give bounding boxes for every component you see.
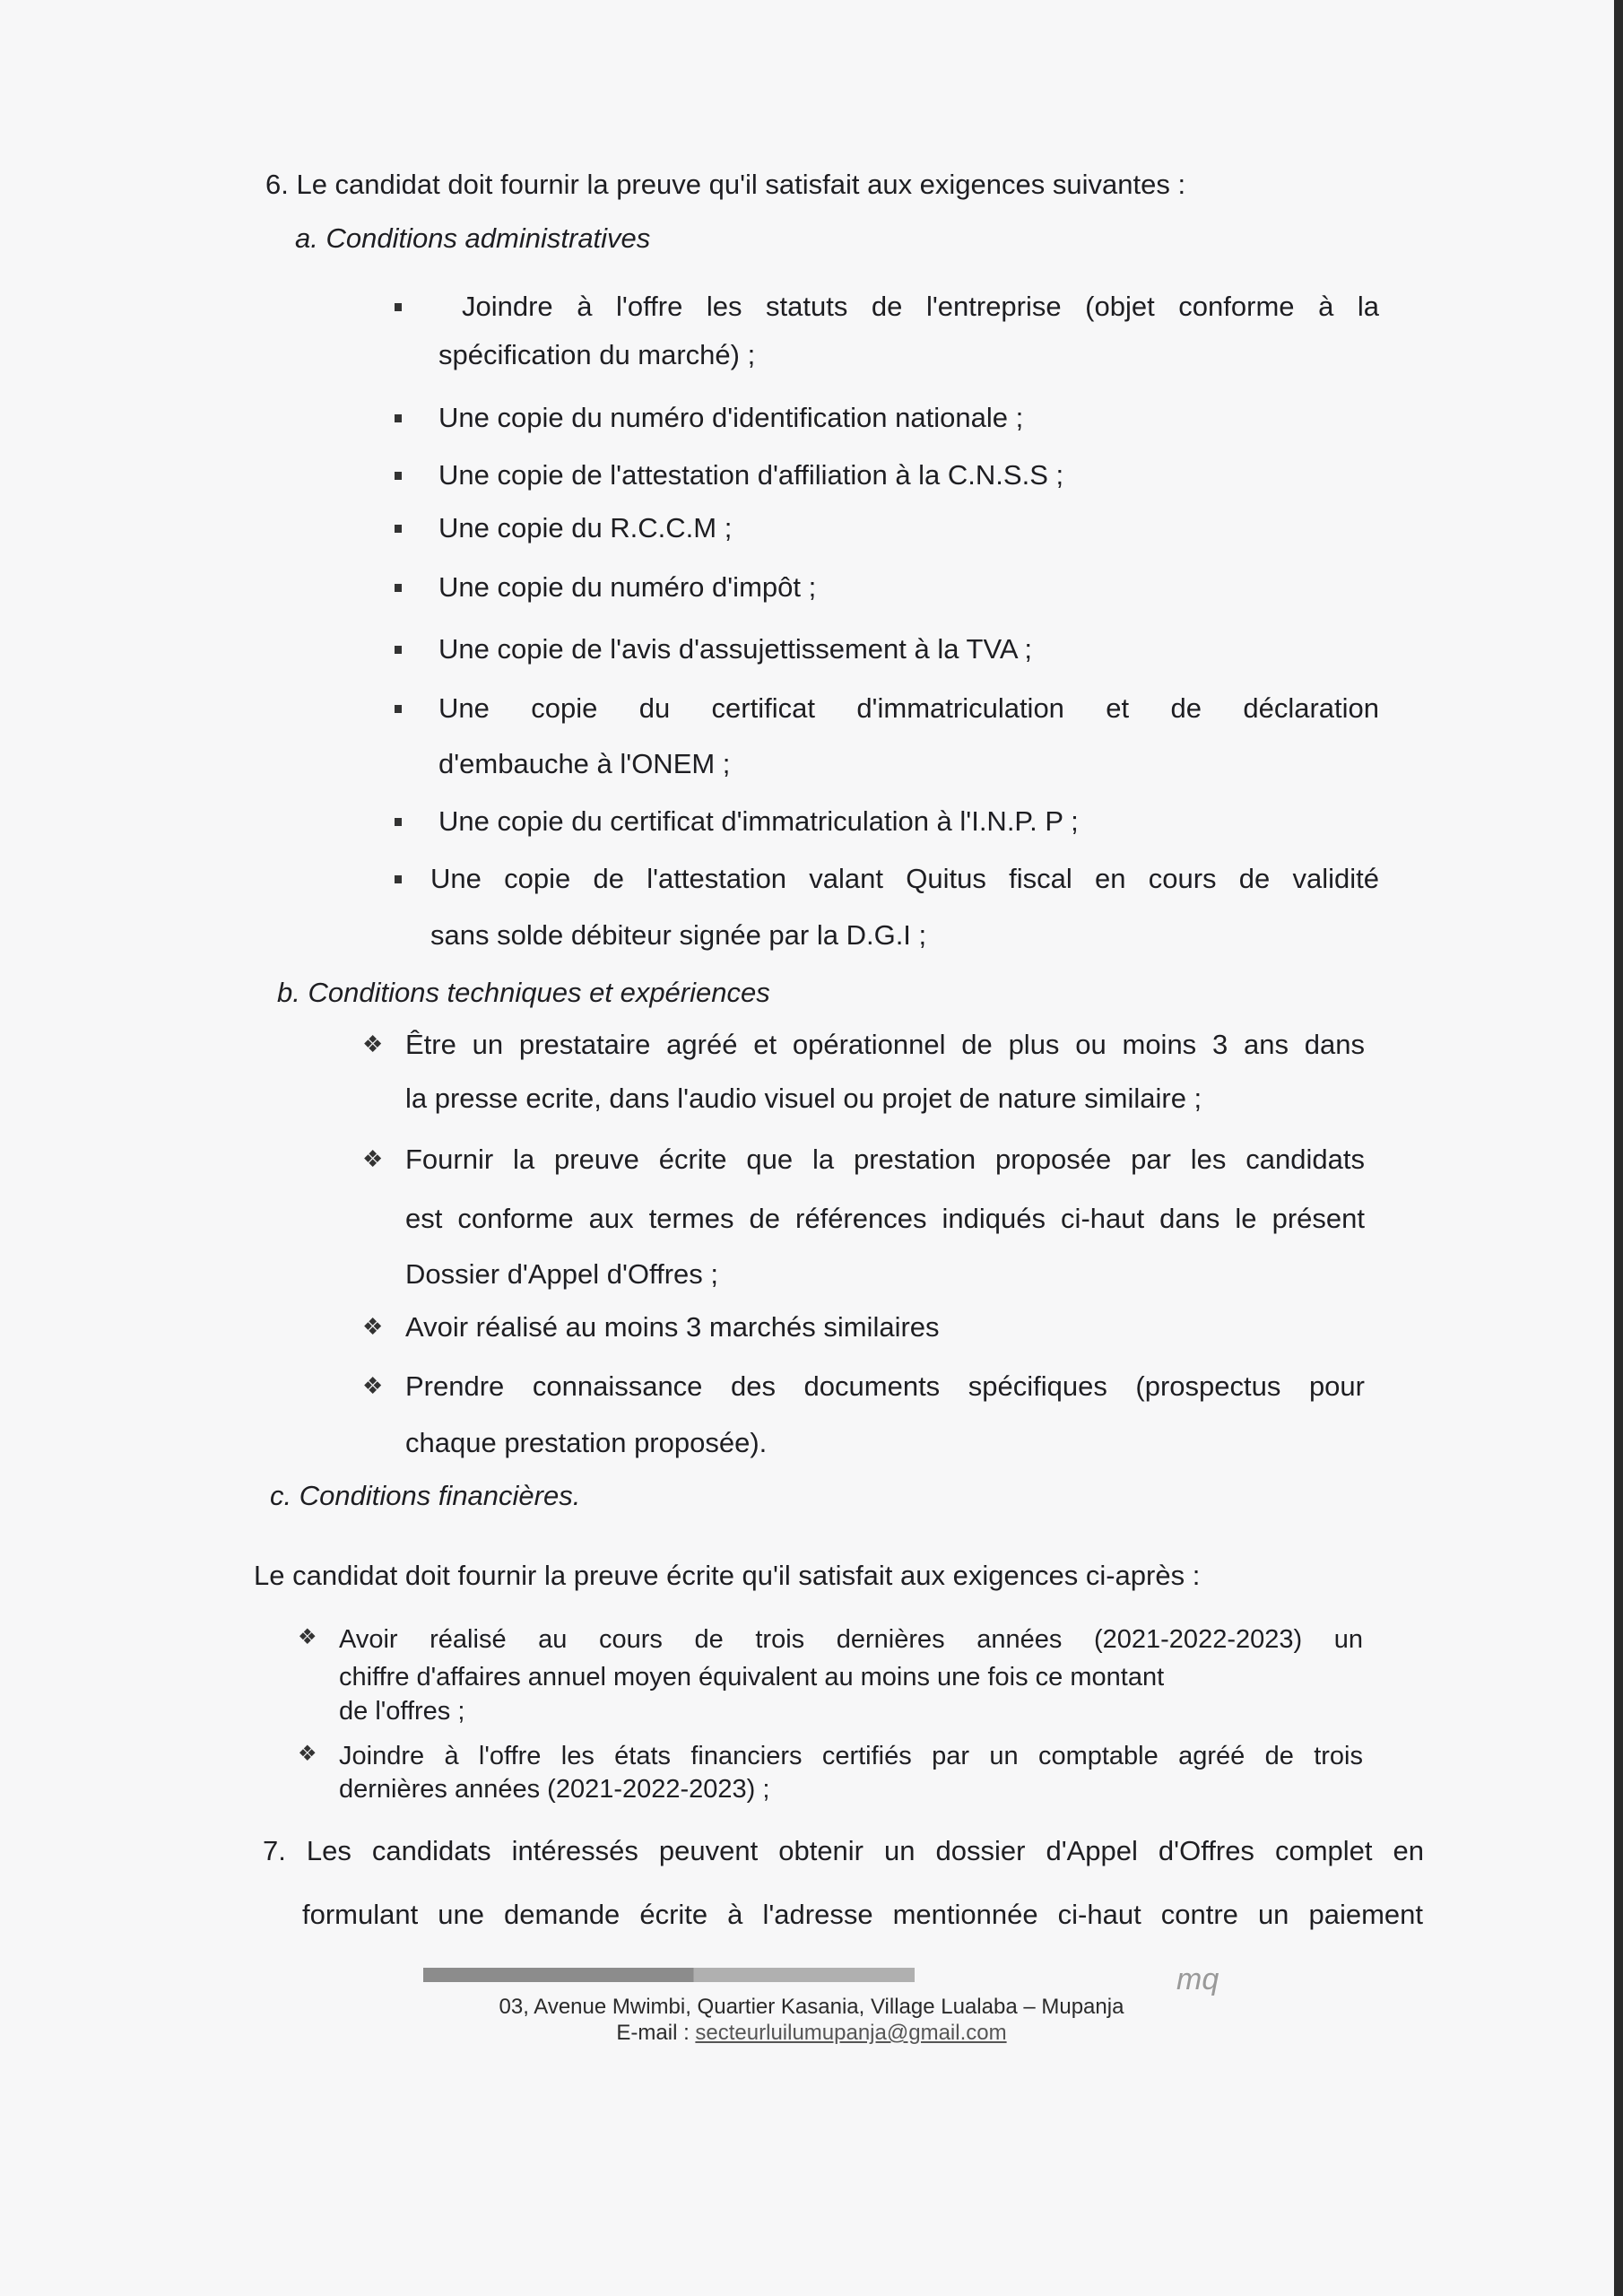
list-item-line: Prendre connaissance des documents spécifiques (prospectus pour bbox=[405, 1370, 1365, 1402]
square-bullet-icon bbox=[395, 303, 402, 311]
list-item-line: Une copie de l'attestation d'affiliation à la C.N.S.S ; bbox=[438, 459, 1064, 491]
section-a-title: a. Conditions administratives bbox=[295, 222, 651, 254]
list-item-line: Une copie de l'attestation valant Quitus fiscal en cours de validité bbox=[430, 863, 1379, 894]
section-c-intro: Le candidat doit fournir la preuve écrite qu'il satisfait aux exigences ci-après : bbox=[254, 1560, 1201, 1591]
footer-email-label: E-mail : bbox=[616, 2021, 696, 2045]
footer-address: 03, Avenue Mwimbi, Quartier Kasania, Village Lualaba – Mupanja bbox=[499, 1995, 1124, 2019]
list-item-line: spécification du marché) ; bbox=[438, 339, 756, 370]
list-item-line: Une copie de l'avis d'assujettissement à la TVA ; bbox=[438, 633, 1033, 665]
list-item-line: chaque prestation proposée). bbox=[405, 1427, 768, 1458]
footer-bar bbox=[423, 1968, 915, 1982]
list-item-line: Être un prestataire agréé et opérationnel de plus ou moins 3 ans dans bbox=[405, 1029, 1365, 1060]
list-item-line: Joindre à l'offre les statuts de l'entreprise (objet conforme à la bbox=[462, 291, 1379, 322]
square-bullet-icon bbox=[395, 525, 402, 533]
square-bullet-icon bbox=[395, 472, 402, 480]
scan-edge bbox=[1614, 0, 1623, 2296]
diamond-bullet-icon: ❖ bbox=[298, 1742, 317, 1766]
square-bullet-icon bbox=[395, 818, 402, 826]
list-item-line: Une copie du certificat d'immatriculation et de déclaration bbox=[438, 692, 1379, 724]
list-item-line: chiffre d'affaires annuel moyen équivalent au moins une fois ce montant bbox=[339, 1663, 1165, 1692]
diamond-bullet-icon: ❖ bbox=[362, 1372, 384, 1399]
item-6: 6. Le candidat doit fournir la preuve qu'il satisfait aux exigences suivantes : bbox=[265, 169, 1186, 200]
square-bullet-icon bbox=[395, 584, 402, 592]
list-item-line: la presse ecrite, dans l'audio visuel ou projet de nature similaire ; bbox=[405, 1083, 1202, 1114]
square-bullet-icon bbox=[395, 646, 402, 654]
diamond-bullet-icon: ❖ bbox=[362, 1313, 384, 1340]
list-item-line: Une copie du R.C.C.M ; bbox=[438, 512, 733, 544]
square-bullet-icon bbox=[395, 875, 402, 883]
list-item-line: sans solde débiteur signée par la D.G.I ; bbox=[430, 919, 927, 951]
list-item-line: d'embauche à l'ONEM ; bbox=[438, 748, 731, 779]
list-item-line: Une copie du certificat d'immatriculation à l'I.N.P. P ; bbox=[438, 805, 1079, 837]
section-b-title: b. Conditions techniques et expériences bbox=[277, 977, 770, 1008]
square-bullet-icon bbox=[395, 705, 402, 713]
section-c-title: c. Conditions financières. bbox=[270, 1480, 581, 1511]
item-7-line-1: 7. Les candidats intéressés peuvent obtenir un dossier d'Appel d'Offres complet en bbox=[263, 1835, 1424, 1866]
list-item-line: Une copie du numéro d'impôt ; bbox=[438, 571, 817, 603]
item-7-line-2: formulant une demande écrite à l'adresse mentionnée ci-haut contre un paiement bbox=[302, 1899, 1423, 1930]
list-item-line: Avoir réalisé au cours de trois dernières années (2021-2022-2023) un bbox=[339, 1625, 1363, 1654]
list-item-line: Dossier d'Appel d'Offres ; bbox=[405, 1258, 718, 1290]
diamond-bullet-icon: ❖ bbox=[362, 1031, 384, 1057]
list-item-line: Une copie du numéro d'identification nationale ; bbox=[438, 402, 1024, 433]
footer-email-link[interactable]: secteurluilumupanja@gmail.com bbox=[695, 2021, 1007, 2045]
list-item-line: est conforme aux termes de références indiqués ci-haut dans le présent bbox=[405, 1203, 1365, 1234]
diamond-bullet-icon: ❖ bbox=[362, 1145, 384, 1172]
footer-email-line bbox=[0, 2021, 1623, 2046]
diamond-bullet-icon: ❖ bbox=[298, 1625, 317, 1649]
list-item-line: dernières années (2021-2022-2023) ; bbox=[339, 1775, 770, 1804]
list-item-line: Fournir la preuve écrite que la prestation proposée par les candidats bbox=[405, 1144, 1365, 1175]
list-item-line: Joindre à l'offre les états financiers certifiés par un comptable agréé de trois bbox=[339, 1742, 1363, 1770]
list-item-line: de l'offres ; bbox=[339, 1697, 465, 1726]
initials-signature: mq bbox=[1176, 1962, 1219, 1996]
square-bullet-icon bbox=[395, 414, 402, 422]
list-item-line: Avoir réalisé au moins 3 marchés similaires bbox=[405, 1311, 940, 1343]
